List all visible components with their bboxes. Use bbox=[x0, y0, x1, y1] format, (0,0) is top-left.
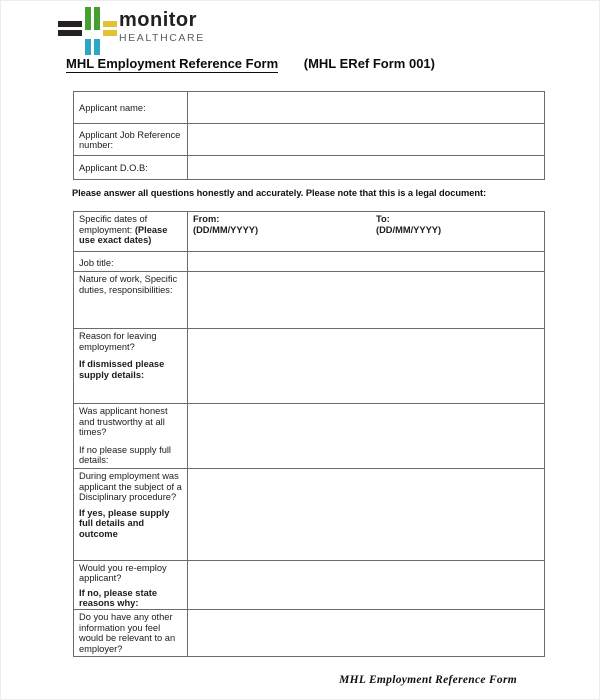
if-no-state-reasons-note: If no, please state reasons why: bbox=[79, 588, 158, 608]
to-label: To: bbox=[376, 214, 390, 224]
applicant-name-input[interactable] bbox=[188, 92, 545, 124]
table-row bbox=[74, 252, 545, 272]
brand-division: HEALTHCARE bbox=[119, 32, 205, 44]
cross-top-segment-icon bbox=[85, 7, 91, 30]
monitor-healthcare-cross-logo-icon bbox=[58, 5, 118, 59]
cross-right-segment-icon bbox=[103, 30, 117, 36]
honest-trustworthy-input[interactable] bbox=[188, 404, 545, 469]
other-information-label: Do you have any other information you feel would be relevant to an employer? bbox=[74, 610, 188, 657]
table-row bbox=[74, 124, 545, 156]
dates-of-employment-label bbox=[74, 212, 188, 252]
job-title-label: Job title: bbox=[74, 252, 188, 272]
cross-left-segment-icon bbox=[58, 30, 82, 36]
disciplinary-procedure-input[interactable] bbox=[188, 469, 545, 561]
if-dismissed-note: If dismissed please supply details: bbox=[79, 359, 165, 380]
form-title-row bbox=[66, 56, 435, 71]
reason-for-leaving-question: Reason for leaving employment? bbox=[79, 331, 157, 352]
dates-label-bold-text: (Please use exact dates) bbox=[79, 224, 168, 245]
disciplinary-procedure-label bbox=[74, 469, 188, 561]
to-date-header bbox=[376, 214, 441, 236]
honest-trustworthy-label bbox=[74, 404, 188, 469]
applicant-details-table bbox=[73, 91, 545, 180]
applicant-name-label: Applicant name: bbox=[74, 92, 188, 124]
table-row bbox=[74, 272, 545, 329]
applicant-dob-input[interactable] bbox=[188, 156, 545, 180]
table-row bbox=[74, 561, 545, 610]
dates-of-employment-input[interactable] bbox=[188, 212, 545, 252]
table-row bbox=[74, 469, 545, 561]
reason-for-leaving-input[interactable] bbox=[188, 329, 545, 404]
brand-text bbox=[119, 9, 205, 44]
cross-top-segment-icon bbox=[94, 7, 100, 30]
table-row bbox=[74, 92, 545, 124]
table-row bbox=[74, 610, 545, 657]
dates-label-text: Specific dates of employment: bbox=[79, 214, 148, 235]
reference-questions-table bbox=[73, 211, 545, 657]
form-code: (MHL ERef Form 001) bbox=[303, 56, 435, 71]
job-title-input[interactable] bbox=[188, 252, 545, 272]
dates-header-row bbox=[193, 214, 542, 236]
from-label: From: bbox=[193, 214, 220, 224]
disciplinary-question: During employment was applicant the subject of a Disciplinary procedure? bbox=[79, 471, 182, 502]
cross-right-segment-icon bbox=[103, 21, 117, 27]
table-row bbox=[74, 212, 545, 252]
cross-left-segment-icon bbox=[58, 21, 82, 27]
footer-form-name: MHL Employment Reference Form bbox=[339, 674, 517, 686]
from-date-header bbox=[193, 214, 376, 236]
applicant-job-reference-label: Applicant Job Reference number: bbox=[74, 124, 188, 156]
if-yes-supply-details-note: If yes, please supply full details and outcome bbox=[79, 507, 170, 539]
if-no-supply-details-note: If no please supply full details: bbox=[79, 444, 171, 465]
nature-of-work-input[interactable] bbox=[188, 272, 545, 329]
table-row bbox=[74, 404, 545, 469]
table-row bbox=[74, 156, 545, 180]
reemploy-label bbox=[74, 561, 188, 610]
legal-instruction-text: Please answer all questions honestly and accurately. Please note that this is a legal document: bbox=[72, 188, 487, 198]
table-row bbox=[74, 329, 545, 404]
honest-trustworthy-question: Was applicant honest and trustworthy at all times? bbox=[79, 406, 168, 437]
form-title: MHL Employment Reference Form bbox=[66, 56, 279, 71]
nature-of-work-label: Nature of work, Specific duties, responsibilities: bbox=[74, 272, 188, 329]
reemploy-question: Would you re-employ applicant? bbox=[79, 563, 167, 583]
brand-name: monitor bbox=[119, 9, 197, 31]
reemploy-input[interactable] bbox=[188, 561, 545, 610]
applicant-dob-label: Applicant D.O.B: bbox=[74, 156, 188, 180]
reason-for-leaving-label bbox=[74, 329, 188, 404]
applicant-job-reference-input[interactable] bbox=[188, 124, 545, 156]
to-date-format: (DD/MM/YYYY) bbox=[376, 225, 442, 235]
cross-bottom-segment-icon bbox=[85, 39, 91, 55]
from-date-format: (DD/MM/YYYY) bbox=[193, 225, 259, 235]
other-information-input[interactable] bbox=[188, 610, 545, 657]
cross-bottom-segment-icon bbox=[94, 39, 100, 55]
